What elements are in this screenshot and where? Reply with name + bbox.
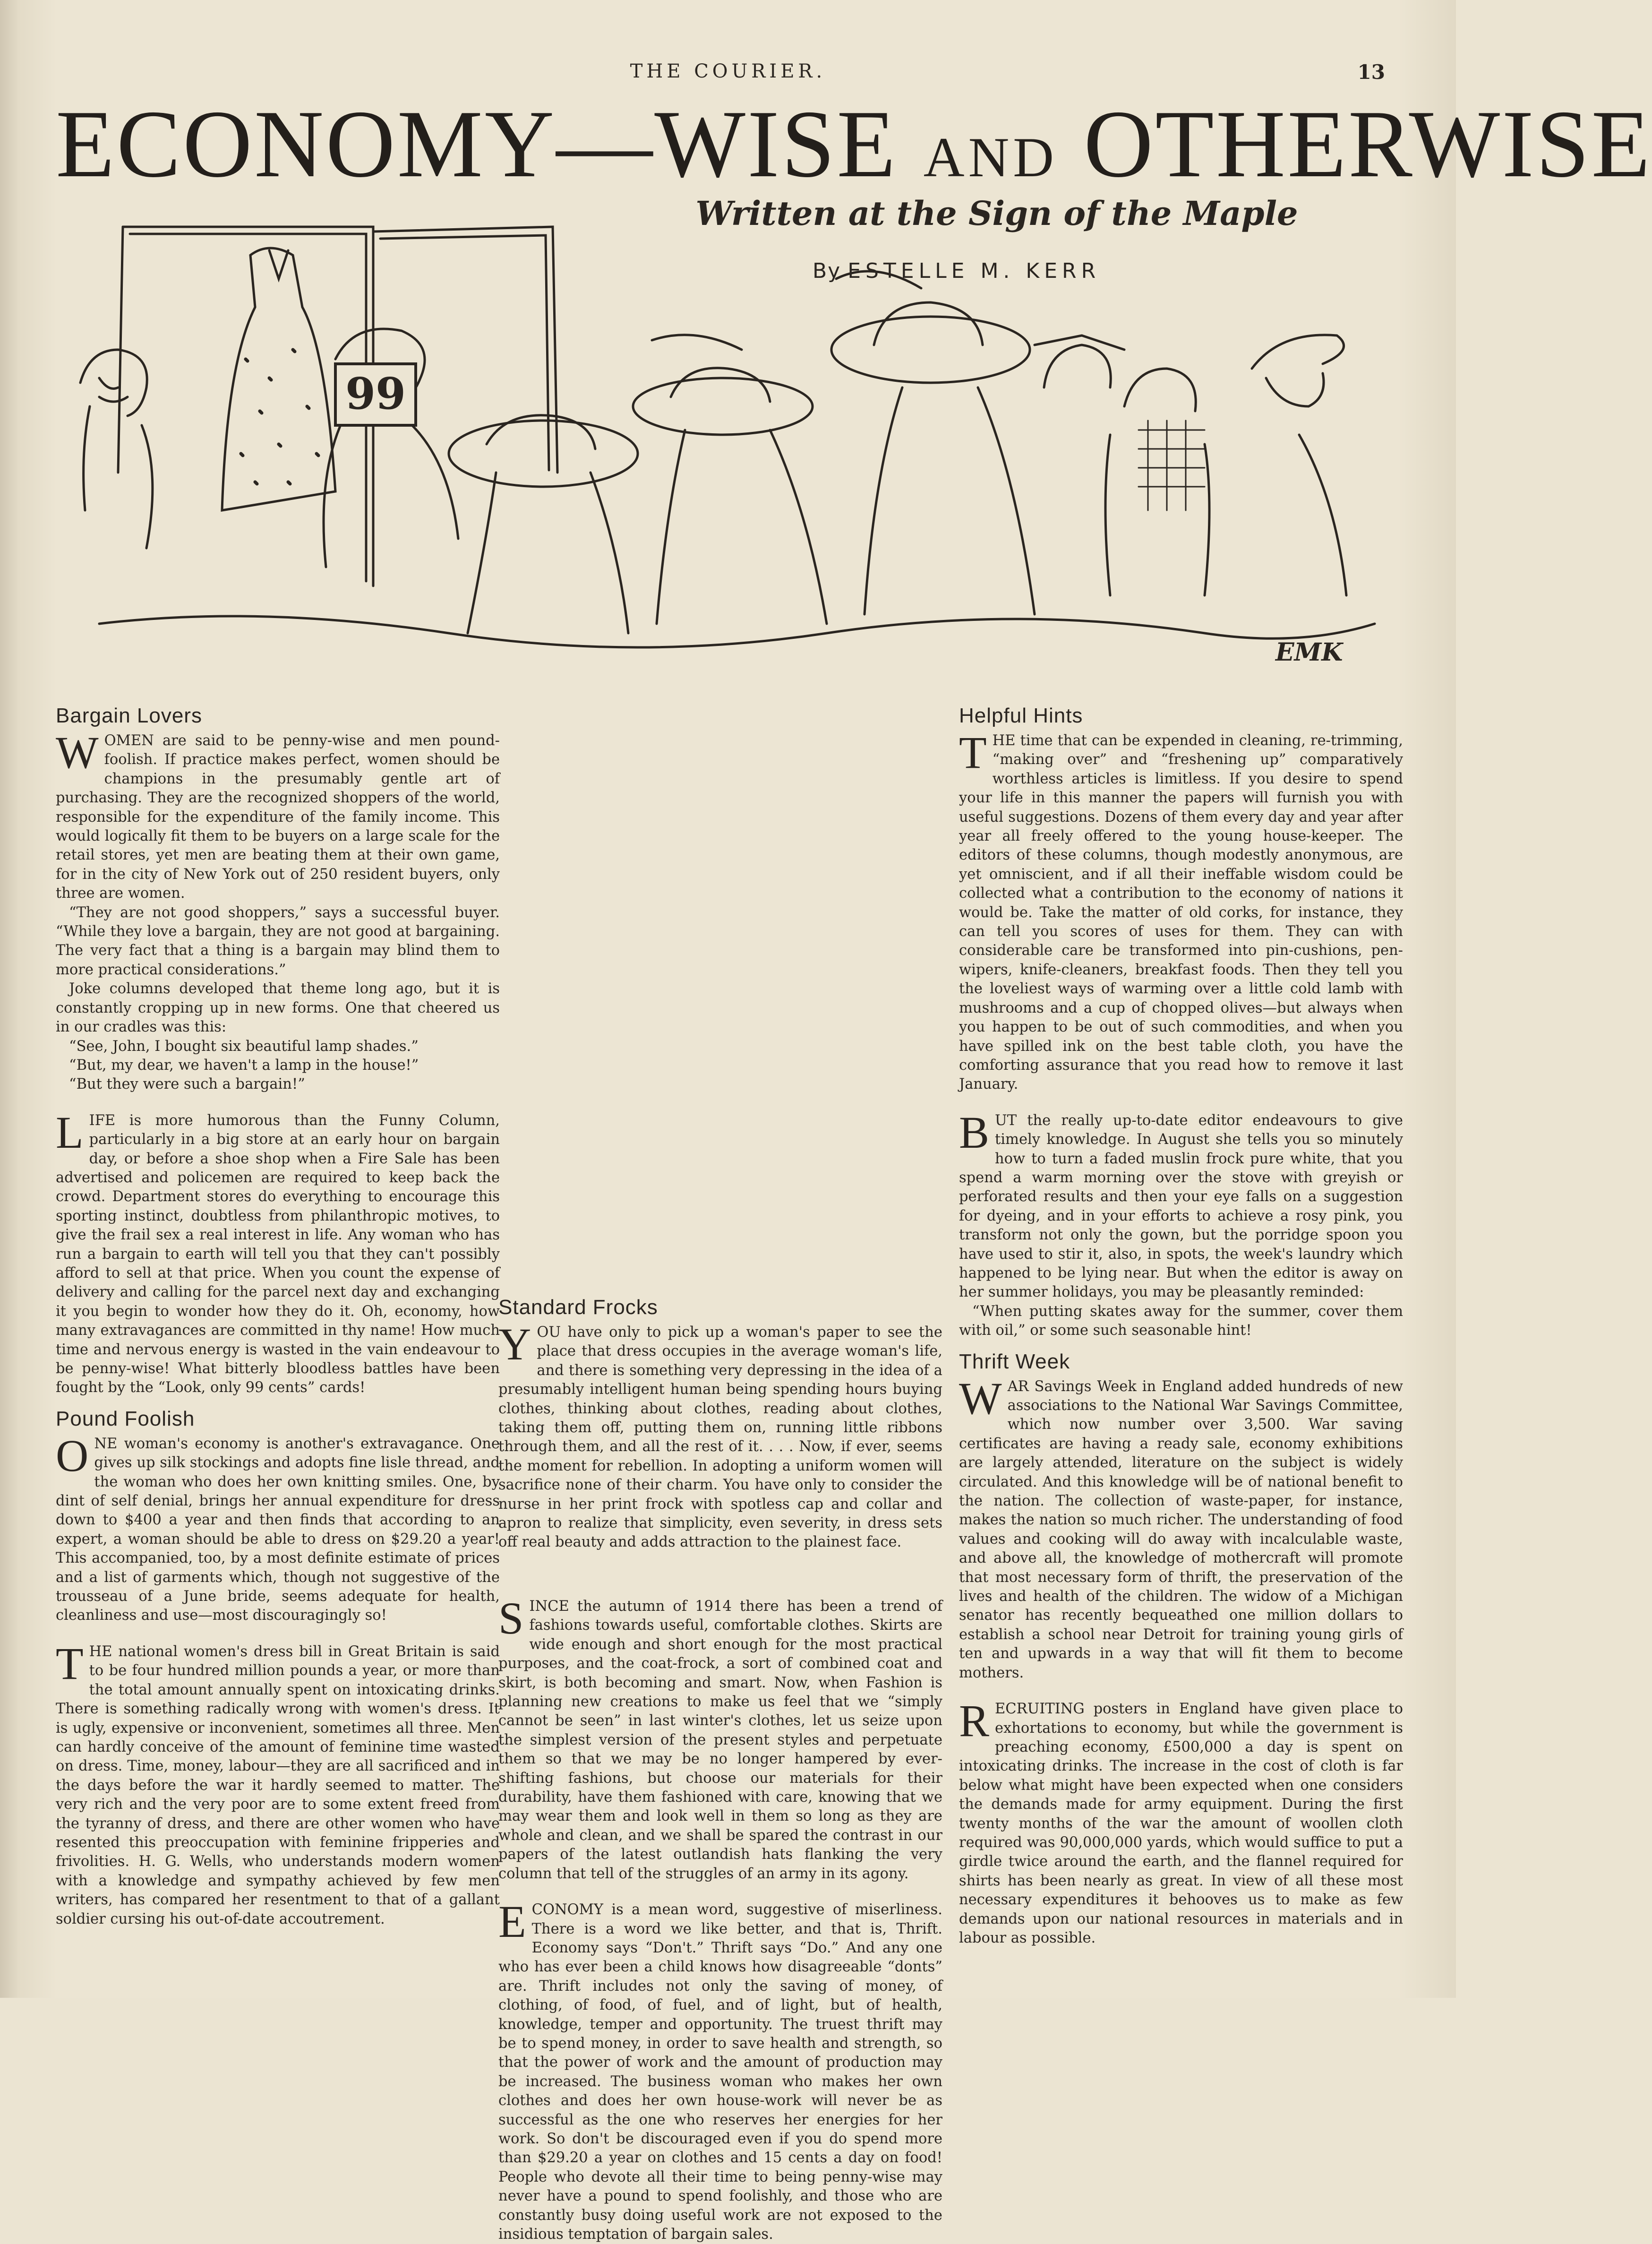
paragraph [56, 1638, 500, 1929]
section-heading: Pound Foolish [56, 1407, 195, 1430]
paragraph [959, 1695, 1403, 1948]
price-tag-label: 99 [345, 368, 406, 419]
byline-author: ESTELLE M. KERR [847, 259, 1101, 283]
drop-cap: T [56, 1638, 84, 1689]
headline-part-2: AND [923, 126, 1058, 189]
paragraph: “When putting skates away for the summer, cover them with oil,” or some such seasonable hint! [959, 1303, 1403, 1339]
section-heading: Bargain Lovers [56, 704, 202, 727]
section-heading: Thrift Week [959, 1350, 1070, 1373]
paragraph: “But they were such a bargain!” [69, 1076, 305, 1093]
byline-by: By [813, 259, 841, 283]
paragraph [56, 1430, 500, 1625]
paragraph [56, 727, 500, 903]
paragraph: “They are not good shoppers,” says a successful buyer. “While they love a bargain, they are not good at bargaining. The very fact that a thing is a bargain may blind them to more practical considerations.” [56, 904, 500, 978]
section-heading: Helpful Hints [959, 704, 1083, 727]
column-1 [56, 703, 500, 1929]
paragraph [959, 1373, 1403, 1683]
page-number: 13 [1357, 60, 1385, 84]
drop-cap: S [498, 1593, 524, 1643]
paragraph [498, 1593, 942, 1883]
shoppers-illustration [71, 208, 1384, 680]
paragraph [959, 1107, 1403, 1302]
paragraph [498, 1319, 942, 1552]
paragraph-text: INCE the autumn of 1914 there has been a trend of fashions towards useful, comfortable clothes. Skirts are wide enough and short enough for the most practical purposes, and the coat-frock, a sort of combined coat and skirt, is both becoming and smart. Now, when Fashion is planning new creations to make us feel that we “simply cannot be seen” in last winter's clothes, let us seize upon the simplest version of the present styles and perpetuate them so that we may be no longer hampered by ever-shifting fashions, but choose our materials for their durability, have them fashioned with care, knowing that we may wear them and look well in them so long as they are whole and clean, and we shall be spared the contrast in our papers of the latest outlandish hats flanking the very column that tell of the struggles of an army in its agony. [498, 1598, 942, 1882]
article-subhead: Written at the Sign of the Maple [695, 194, 1298, 233]
paragraph-text: IFE is more humorous than the Funny Column, particularly in a big store at an early hour on bargain day, or before a shoe shop when a Fire Sale has been advertised and policemen are required to keep back the crowd. Department stores do everything to encourage this sporting instinct, doubtless from philanthropic motives, to give the frail sex a real interest in life. Any woman who has run a bargain to earth will tell you that they can't possibly afford to sell at that price. When you count the expense of delivery and calling for the parcel next day and exchanging it you begin to wonder how they do it. Oh, economy, how many extravagances are committed in thy name! How much time and nervous energy is wasted in the vain endeavour to be penny-wise! What bitterly bloodless battles have been fought by the “Look, only 99 cents” cards! [56, 1112, 500, 1396]
column-2 [498, 1295, 942, 1552]
paragraph: “But, my dear, we haven't a lamp in the house!” [69, 1057, 419, 1074]
drop-cap: W [959, 1373, 1002, 1424]
drop-cap: L [56, 1107, 84, 1158]
paragraph-text: AR Savings Week in England added hundreds of new associations to the National War Savings Committee, which now number over 3,500. War saving certificates are having a ready sale, economy exhibitions are largely attended, literature on the subject is widely circulated. And this knowledge will be of national benefit to the nation. The collection of waste-paper, for instance, makes the nation so much richer. The understanding of food values and cooking will do away with incalculable waste, and above all, the knowledge of mothercraft will promote that most necessary form of thrift, the preservation of the lives and health of the children. The widow of a Michigan senator has recently bequeathed one million dollars to establish a school near Detroit for training young girls of ten and upwards in a way that will fit them to become mothers. [959, 1378, 1403, 1681]
article-headline [56, 91, 1652, 207]
paragraph [959, 727, 1403, 1094]
paragraph: Joke columns developed that theme long ago, but it is constantly cropping up in new forms. One that cheered us in our cradles was this: [56, 980, 500, 1036]
column-2-continued [498, 1593, 942, 2243]
paragraph-text: HE national women's dress bill in Great Britain is said to be four hundred million pounds a year, or more than the total amount annually spent on intoxicating drinks. There is something radically wrong with women's dress. It is ugly, expensive or inconvenient, sometimes all three. Men can hardly conceive of the amount of feminine time wasted on dress. Time, money, labour—they are all sacrificed and in the days before the war it hardly seemed to matter. The very rich and the very poor are to some extent freed from the tyranny of dress, and there are other women who have resented this preoccupation with feminine fripperies and frivolities. H. G. Wells, who understands modern women with a knowledge and sympathy achieved by few men writers, has compared her resentment to that of a gallant soldier cursing his out-of-date accoutrement. [56, 1643, 500, 1927]
paragraph-text: CONOMY is a mean word, suggestive of miserliness. There is a word we like better, and that is, Thrift. Economy says “Don't.” Thrift says “Do.” And any one who has ever been a child knows how disagreeable “donts” are. Thrift includes not only the saving of money, of clothing, of food, of fuel, and of light, but of health, knowledge, temper and opportunity. The truest thrift may be to spend money, in order to save health and strength, so that the power of work and the amount of production may be increased. The business woman who makes her own clothes and does her own house-work will never be as successful as the one who reserves her energies for her work. So don't be discouraged even if you do spend more than $29.20 a year on clothes and 15 cents a day on food! People who devote all their time to being penny-wise may never have a pound to spend foolishly, and those who are constantly busy doing useful work are not exposed to the insidious temptation of bargain sales. [498, 1901, 942, 2243]
artist-signature: EMK [1275, 638, 1343, 667]
paragraph [498, 1896, 942, 2244]
drop-cap: E [498, 1896, 526, 1947]
drop-cap: T [959, 727, 987, 778]
drop-cap: Y [498, 1319, 531, 1369]
paragraph [56, 1107, 500, 1398]
section-heading: Standard Frocks [498, 1296, 658, 1319]
drop-cap: O [56, 1430, 89, 1481]
drop-cap: B [959, 1107, 990, 1158]
paragraph-text: OU have only to pick up a woman's paper to see the place that dress occupies in the average woman's life, and there is something very depressing in the idea of a presumably intelligent human being spending hours buying clothes, thinking about clothes, reading about clothes, taking them off, putting them on, running little ribbons through them, and all the rest of it. . . . Now, if ever, seems the moment for rebellion. In adopting a uniform women will sacrifice none of their charm. You have only to consider the nurse in her print frock with spotless cap and collar and apron to realize that simplicity, even severity, in dress sets off real beauty and adds attraction to the plainest face. [498, 1324, 942, 1551]
drop-cap: R [959, 1695, 990, 1746]
column-3 [959, 703, 1403, 1948]
paragraph-text: ECRUITING posters in England have given place to exhortations to economy, but while the government is preaching economy, £500,000 a day is spent on intoxicating drinks. The increase in the cost of cloth is far below what might have been expected when one considers the demands made for army equipment. During the first twenty months of the war the amount of woollen cloth required was 90,000,000 yards, which would suffice to put a girdle twice around the earth, and the flannel required for shirts has been nearly as great. In view of all these most necessary expenditures it behooves us to make as few demands upon our national resources in materials and in labour as possible. [959, 1701, 1403, 1946]
paragraph: “See, John, I bought six beautiful lamp shades.” [69, 1038, 419, 1055]
paragraph-text: NE woman's economy is another's extravagance. One gives up silk stockings and adopts fine lisle thread, and the woman who does her own knitting smiles. One, by dint of self denial, brings her annual expenditure for dress down to $400 a year and then finds that according to an expert, a woman should be able to dress on $29.20 a year! This accompanied, too, by a most definite estimate of prices and a list of garments which, though not suggestive of the trousseau of a June bride, seems adequate for health, cleanliness and use—most discouragingly so! [56, 1435, 500, 1624]
drop-cap: W [56, 727, 99, 778]
paragraph-text: OMEN are said to be penny-wise and men pound-foolish. If practice makes perfect, women should be champions in the presumably gentle art of purchasing. They are the recognized shoppers of the world, responsible for the expenditure of the family income. This would logically fit them to be buyers on a large scale for the retail stores, yet men are beating them at their own game, for in the city of New York out of 250 resident buyers, only three are women. [56, 732, 500, 902]
paragraph-text: HE time that can be expended in cleaning, re-trimming, “making over” and “freshening up” comparatively worthless articles is limitless. If you desire to spend your life in this manner the papers will furnish you with useful suggestions. Dozens of them every day and year after year all freely offered to the young house-keeper. The editors of these columns, though modestly anonymous, are yet omniscient, and if all their ineffable wisdom could be collected what a contribution to the economy of nations it would be. Take the matter of old corks, for instance, they can tell you scores of uses for them. They can with considerable care be transformed into pin-cushions, pen-wipers, knife-cleaners, breakfast foods. Then they tell you the loveliest ways of warming over a little cold lamb with mushrooms and a cup of chopped olives—but always when you happen to be out of such commodities, and when you have spilled ink on the best table cloth, you have the comforting assurance that you read how to remove it last January. [959, 732, 1403, 1093]
headline-part-3: OTHERWISE [1083, 91, 1652, 198]
paragraph-text: UT the really up-to-date editor endeavours to give timely knowledge. In August she tells you so minutely how to turn a faded muslin frock pure white, that you spend a warm morning over the stove with greyish or perforated results and then your eye falls on a suggestion for dyeing, and in your efforts to achieve a rosy pink, you transform not only the gown, but the porridge spoon you have used to stir it, also, in spots, the week's laundry which happened to be lying near. But when the editor is away on her summer holidays, you may be pleasantly reminded: [959, 1112, 1403, 1301]
headline-part-1: ECONOMY—WISE [56, 91, 898, 198]
running-head: THE COURIER. [630, 60, 826, 82]
